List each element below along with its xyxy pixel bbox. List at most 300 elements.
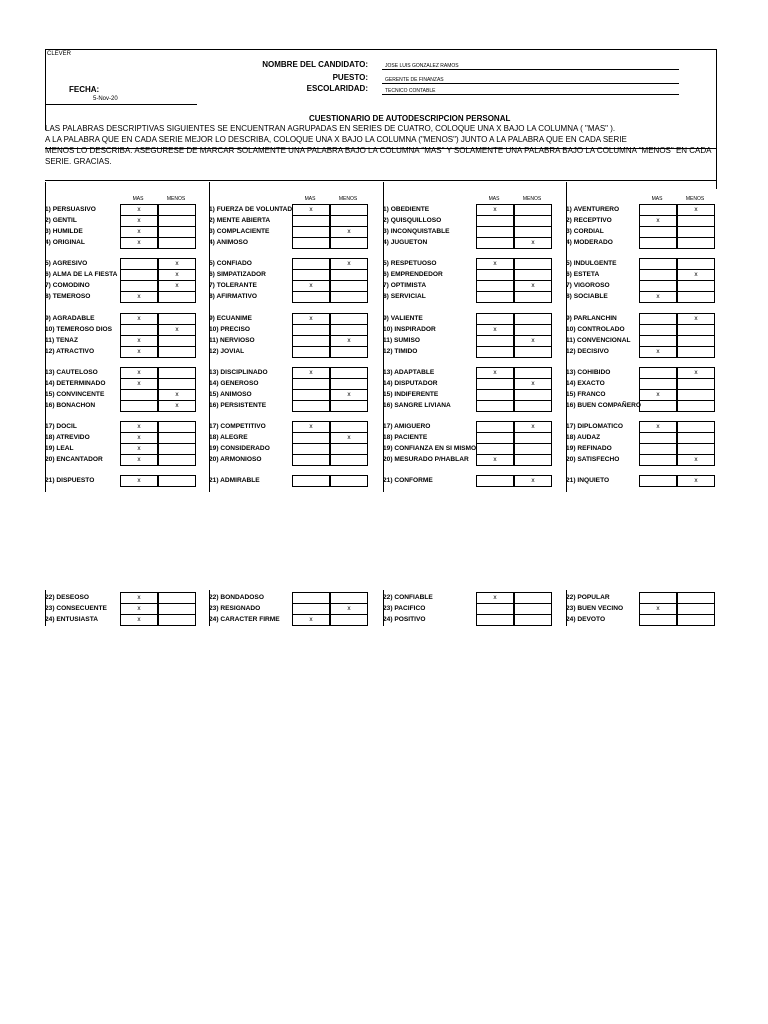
- menos-cell[interactable]: [158, 454, 196, 466]
- word-label: 8) AFIRMATIVO: [209, 293, 257, 300]
- mas-cell[interactable]: [292, 475, 330, 487]
- word-label: 3) INCONQUISTABLE: [383, 228, 450, 235]
- word-row: [566, 454, 717, 465]
- word-label: 16) SANGRE LIVIANA: [383, 402, 451, 409]
- word-label: 15) INDIFERENTE: [383, 391, 439, 398]
- word-label: 15) ANIMOSO: [209, 391, 252, 398]
- word-label: 3) COMPLACIENTE: [209, 228, 270, 235]
- word-label: 21) INQUIETO: [566, 477, 610, 484]
- word-row: [566, 592, 717, 603]
- menos-cell[interactable]: [158, 291, 196, 303]
- instructions: [45, 124, 725, 168]
- word-label: 20) ARMONIOSO: [209, 456, 262, 463]
- word-row: [45, 324, 198, 335]
- menos-cell[interactable]: [330, 346, 368, 358]
- word-label: 11) TENAZ: [45, 337, 78, 344]
- word-label: 9) ECUANIME: [209, 315, 252, 322]
- word-label: 4) ANIMOSO: [209, 239, 248, 246]
- word-row: [566, 313, 717, 324]
- menos-cell[interactable]: x: [514, 378, 552, 390]
- word-row: [209, 389, 370, 400]
- word-row: [209, 258, 370, 269]
- menos-cell[interactable]: x: [514, 335, 552, 347]
- mas-cell[interactable]: [292, 454, 330, 466]
- word-row: [383, 367, 554, 378]
- word-label: 13) CAUTELOSO: [45, 369, 98, 376]
- word-label: 21) ADMIRABLE: [209, 477, 260, 484]
- word-row: [566, 269, 717, 280]
- word-row: [383, 592, 554, 603]
- mas-cell[interactable]: x: [120, 614, 158, 626]
- mas-cell[interactable]: x: [639, 215, 677, 227]
- word-row: [45, 313, 198, 324]
- menos-column-header: MENOS: [522, 196, 542, 202]
- word-label: 6) EMPRENDEDOR: [383, 271, 443, 278]
- word-label: 2) QUISQUILLOSO: [383, 217, 442, 224]
- word-row: [45, 378, 198, 389]
- mas-cell[interactable]: x: [292, 367, 330, 379]
- word-label: 24) DEVOTO: [566, 616, 606, 623]
- mas-cell[interactable]: [639, 614, 677, 626]
- menos-cell[interactable]: [514, 400, 552, 412]
- menos-cell[interactable]: x: [677, 367, 715, 379]
- word-row: [209, 367, 370, 378]
- mas-cell[interactable]: x: [120, 454, 158, 466]
- word-label: 1) FUERZA DE VOLUNTAD: [209, 206, 293, 213]
- menos-cell[interactable]: x: [677, 269, 715, 281]
- menos-cell[interactable]: [158, 346, 196, 358]
- mas-cell[interactable]: x: [120, 215, 158, 227]
- word-label: 5) CONFIADO: [209, 260, 252, 267]
- word-row: [566, 614, 717, 625]
- menos-cell[interactable]: [158, 237, 196, 249]
- mas-cell[interactable]: x: [120, 291, 158, 303]
- menos-cell[interactable]: [330, 400, 368, 412]
- word-row: [45, 475, 198, 486]
- menos-cell[interactable]: x: [677, 313, 715, 325]
- word-row: [566, 389, 717, 400]
- word-label: 11) SUMISO: [383, 337, 421, 344]
- questionnaire-title: CUESTIONARIO DE AUTODESCRIPCION PERSONAL: [309, 114, 511, 123]
- word-row: [45, 291, 198, 302]
- word-row: [209, 432, 370, 443]
- word-label: 13) COHIBIDO: [566, 369, 611, 376]
- menos-cell[interactable]: [330, 291, 368, 303]
- word-label: 15) FRANCO: [566, 391, 606, 398]
- menos-cell[interactable]: [514, 614, 552, 626]
- word-label: 20) ENCANTADOR: [45, 456, 103, 463]
- word-label: 8) TEMEROSO: [45, 293, 91, 300]
- word-label: 9) PARLANCHIN: [566, 315, 617, 322]
- instruction-line: A LA PALABRA QUE EN CADA SERIE MEJOR LO DESCRIBA, COLOQUE UNA X BAJO LA COLUMNA ("MENOS") JUNTO A LA PALABRA QUE EN CADA SERIE: [45, 135, 627, 144]
- word-label: 17) DOCIL: [45, 423, 77, 430]
- word-label: 2) RECEPTIVO: [566, 217, 612, 224]
- menos-cell[interactable]: x: [158, 280, 196, 292]
- menos-cell[interactable]: x: [158, 324, 196, 336]
- menos-column-header: MENOS: [166, 196, 186, 202]
- word-row: [45, 432, 198, 443]
- word-label: 7) COMODINO: [45, 282, 90, 289]
- word-row: [566, 258, 717, 269]
- word-row: [383, 400, 554, 411]
- word-row: [566, 475, 717, 486]
- word-row: [566, 280, 717, 291]
- word-label: 17) COMPETITIVO: [209, 423, 266, 430]
- word-row: [209, 443, 370, 454]
- word-row: [383, 215, 554, 226]
- menos-cell[interactable]: [330, 237, 368, 249]
- word-row: [383, 475, 554, 486]
- word-row: [209, 421, 370, 432]
- word-label: 23) BUEN VECINO: [566, 605, 624, 612]
- position-label: PUESTO:: [332, 73, 368, 82]
- word-label: 20) SATISFECHO: [566, 456, 620, 463]
- menos-cell[interactable]: x: [330, 389, 368, 401]
- word-label: 18) PACIENTE: [383, 434, 428, 441]
- word-label: 2) MENTE ABIERTA: [209, 217, 271, 224]
- mas-cell[interactable]: x: [639, 346, 677, 358]
- word-row: [45, 454, 198, 465]
- mas-cell[interactable]: [292, 346, 330, 358]
- menos-cell[interactable]: x: [677, 475, 715, 487]
- menos-cell[interactable]: x: [330, 603, 368, 615]
- word-row: [566, 400, 717, 411]
- mas-cell[interactable]: x: [120, 335, 158, 347]
- menos-column-header: MENOS: [338, 196, 358, 202]
- word-row: [209, 324, 370, 335]
- word-row: [45, 258, 198, 269]
- word-label: 14) DETERMINADO: [45, 380, 106, 387]
- word-label: 7) OPTIMISTA: [383, 282, 427, 289]
- word-label: 17) DIPLOMATICO: [566, 423, 624, 430]
- word-row: [383, 258, 554, 269]
- word-row: [209, 269, 370, 280]
- candidate-label: NOMBRE DEL CANDIDATO:: [262, 60, 368, 69]
- word-label: 12) ATRACTIVO: [45, 348, 95, 355]
- word-row: [45, 614, 198, 625]
- menos-cell[interactable]: [158, 475, 196, 487]
- word-row: [45, 603, 198, 614]
- menos-cell[interactable]: [677, 237, 715, 249]
- word-label: 9) AGRADABLE: [45, 315, 95, 322]
- mas-cell[interactable]: x: [120, 226, 158, 238]
- word-row: [383, 237, 554, 248]
- word-label: 19) LEAL: [45, 445, 74, 452]
- word-label: 3) HUMILDE: [45, 228, 83, 235]
- menos-cell[interactable]: x: [330, 335, 368, 347]
- word-row: [209, 291, 370, 302]
- word-row: [45, 280, 198, 291]
- word-label: 5) RESPETUOSO: [383, 260, 437, 267]
- menos-cell[interactable]: [514, 454, 552, 466]
- mas-cell[interactable]: x: [120, 475, 158, 487]
- word-label: 20) MESURADO P/HABLAR: [383, 456, 469, 463]
- word-label: 12) DECISIVO: [566, 348, 609, 355]
- word-label: 16) PERSISTENTE: [209, 402, 267, 409]
- word-label: 19) CONFIANZA EN SI MISMO: [383, 445, 477, 452]
- candidate-value[interactable]: JOSE LUIS GONZALEZ RAMOS: [385, 63, 459, 69]
- mas-column-header: MAS: [488, 196, 500, 202]
- word-label: 7) VIGOROSO: [566, 282, 610, 289]
- mas-cell[interactable]: x: [639, 291, 677, 303]
- menos-cell[interactable]: [330, 454, 368, 466]
- word-label: 4) MODERADO: [566, 239, 613, 246]
- menos-cell[interactable]: x: [330, 226, 368, 238]
- menos-cell[interactable]: x: [514, 421, 552, 433]
- menos-cell[interactable]: [677, 400, 715, 412]
- word-label: 6) SIMPATIZADOR: [209, 271, 266, 278]
- mas-cell[interactable]: [476, 291, 514, 303]
- word-label: 15) CONVINCENTE: [45, 391, 105, 398]
- word-label: 22) DESEOSO: [45, 594, 89, 601]
- word-label: 7) TOLERANTE: [209, 282, 257, 289]
- date-label: FECHA:: [69, 85, 100, 94]
- mas-cell[interactable]: [476, 237, 514, 249]
- menos-cell[interactable]: [158, 614, 196, 626]
- corner-label: CLEVER: [47, 51, 72, 57]
- word-row: [383, 432, 554, 443]
- word-label: 5) INDULGENTE: [566, 260, 617, 267]
- word-row: [209, 614, 370, 625]
- mas-cell[interactable]: x: [292, 614, 330, 626]
- word-row: [383, 280, 554, 291]
- menos-cell[interactable]: [330, 614, 368, 626]
- mas-cell[interactable]: x: [120, 432, 158, 444]
- word-label: 18) AUDAZ: [566, 434, 601, 441]
- mas-cell[interactable]: [476, 614, 514, 626]
- mas-cell[interactable]: x: [476, 258, 514, 270]
- word-label: 8) SOCIABLE: [566, 293, 608, 300]
- mas-cell[interactable]: x: [639, 603, 677, 615]
- mas-cell[interactable]: [476, 346, 514, 358]
- word-label: 12) JOVIAL: [209, 348, 245, 355]
- word-row: [45, 421, 198, 432]
- word-label: 24) POSITIVO: [383, 616, 426, 623]
- mas-cell[interactable]: [292, 291, 330, 303]
- word-row: [566, 346, 717, 357]
- word-label: 9) VALIENTE: [383, 315, 423, 322]
- word-row: [566, 324, 717, 335]
- menos-cell[interactable]: x: [158, 400, 196, 412]
- mas-cell[interactable]: x: [639, 421, 677, 433]
- word-label: 10) PRECISO: [209, 326, 251, 333]
- menos-column-header: MENOS: [685, 196, 705, 202]
- word-label: 13) DISCIPLINADO: [209, 369, 268, 376]
- mas-cell[interactable]: [120, 400, 158, 412]
- word-label: 16) BUEN COMPAÑERO: [566, 402, 641, 409]
- menos-cell[interactable]: x: [330, 258, 368, 270]
- word-row: [45, 335, 198, 346]
- word-row: [209, 592, 370, 603]
- word-row: [45, 269, 198, 280]
- word-row: [45, 592, 198, 603]
- word-label: 12) TIMIDO: [383, 348, 418, 355]
- word-label: 23) RESIGNADO: [209, 605, 261, 612]
- menos-cell[interactable]: x: [677, 204, 715, 216]
- word-row: [209, 237, 370, 248]
- word-row: [45, 215, 198, 226]
- word-row: [383, 313, 554, 324]
- mas-cell[interactable]: [639, 237, 677, 249]
- mas-cell[interactable]: x: [120, 421, 158, 433]
- mas-cell[interactable]: [476, 400, 514, 412]
- mas-cell[interactable]: x: [120, 346, 158, 358]
- instruction-line: SERIE. GRACIAS.: [45, 157, 112, 166]
- menos-cell[interactable]: [677, 614, 715, 626]
- word-row: [383, 335, 554, 346]
- mas-cell[interactable]: x: [120, 313, 158, 325]
- word-row: [566, 204, 717, 215]
- mas-column-header: MAS: [651, 196, 663, 202]
- word-row: [566, 367, 717, 378]
- word-row: [383, 204, 554, 215]
- mas-cell[interactable]: x: [120, 443, 158, 455]
- menos-cell[interactable]: [677, 346, 715, 358]
- mas-cell[interactable]: x: [120, 592, 158, 604]
- mas-cell[interactable]: x: [292, 280, 330, 292]
- menos-cell[interactable]: [677, 291, 715, 303]
- mas-cell[interactable]: x: [476, 454, 514, 466]
- position-value[interactable]: GERENTE DE FINANZAS: [385, 77, 444, 83]
- word-row: [566, 215, 717, 226]
- word-row: [45, 389, 198, 400]
- word-label: 6) ESTETA: [566, 271, 600, 278]
- word-row: [209, 215, 370, 226]
- word-row: [383, 378, 554, 389]
- mas-cell[interactable]: x: [292, 313, 330, 325]
- word-label: 21) CONFORME: [383, 477, 433, 484]
- word-label: 5) AGRESIVO: [45, 260, 88, 267]
- menos-cell[interactable]: [330, 475, 368, 487]
- mas-cell[interactable]: x: [120, 378, 158, 390]
- word-label: 18) ALEGRE: [209, 434, 248, 441]
- menos-cell[interactable]: x: [158, 269, 196, 281]
- word-label: 24) ENTUSIASTA: [45, 616, 99, 623]
- mas-cell[interactable]: x: [120, 204, 158, 216]
- date-value[interactable]: 5-Nov-20: [93, 96, 118, 102]
- word-label: 3) CORDIAL: [566, 228, 604, 235]
- menos-cell[interactable]: x: [158, 258, 196, 270]
- word-row: [209, 313, 370, 324]
- word-row: [566, 603, 717, 614]
- word-label: 23) PACIFICO: [383, 605, 426, 612]
- word-label: 10) TEMEROSO DIOS: [45, 326, 113, 333]
- mas-column-header: MAS: [304, 196, 316, 202]
- mas-cell[interactable]: [639, 400, 677, 412]
- education-value[interactable]: TECNICO CONTABLE: [385, 88, 436, 94]
- mas-column-header: MAS: [132, 196, 144, 202]
- word-label: 14) EXACTO: [566, 380, 605, 387]
- word-label: 24) CARACTER FIRME: [209, 616, 280, 623]
- mas-cell[interactable]: [476, 475, 514, 487]
- word-label: 11) NERVIOSO: [209, 337, 255, 344]
- mas-cell[interactable]: x: [292, 204, 330, 216]
- word-row: [45, 226, 198, 237]
- word-row: [383, 603, 554, 614]
- word-row: [566, 335, 717, 346]
- menos-cell[interactable]: x: [677, 454, 715, 466]
- instruction-line: LAS PALABRAS DESCRIPTIVAS SIGUIENTES SE ENCUENTRAN AGRUPADAS EN SERIES DE CUATRO, COLOQUE UNA X BAJO LA COLUMNA ( "MAS" ).: [45, 124, 616, 133]
- menos-cell[interactable]: [514, 291, 552, 303]
- word-label: 4) ORIGINAL: [45, 239, 85, 246]
- menos-cell[interactable]: x: [330, 432, 368, 444]
- education-label: ESCOLARIDAD:: [306, 84, 368, 93]
- instruction-line: MENOS LO DESCRIBA. ASEGURESE DE MARCAR SOLAMENTE UNA PALABRA BAJO LA COLUMNA "MAS" Y SOLAMENTE UNA PALABRA BAJO LA COLUMNA "MENOS" EN CADA: [45, 146, 712, 155]
- word-label: 17) AMIGUERO: [383, 423, 431, 430]
- word-row: [383, 614, 554, 625]
- word-row: [566, 421, 717, 432]
- menos-cell[interactable]: [514, 346, 552, 358]
- mas-cell[interactable]: [292, 400, 330, 412]
- mas-cell[interactable]: x: [639, 389, 677, 401]
- word-row: [209, 204, 370, 215]
- word-row: [209, 475, 370, 486]
- menos-cell[interactable]: x: [514, 280, 552, 292]
- mas-cell[interactable]: x: [476, 204, 514, 216]
- word-row: [383, 324, 554, 335]
- word-row: [45, 400, 198, 411]
- mas-cell[interactable]: x: [120, 367, 158, 379]
- word-label: 2) GENTIL: [45, 217, 77, 224]
- word-row: [383, 291, 554, 302]
- mas-cell[interactable]: x: [476, 367, 514, 379]
- mas-cell[interactable]: x: [120, 237, 158, 249]
- word-row: [566, 291, 717, 302]
- word-label: 22) CONFIABLE: [383, 594, 433, 601]
- word-row: [209, 454, 370, 465]
- word-row: [566, 378, 717, 389]
- mas-cell[interactable]: x: [476, 592, 514, 604]
- word-label: 4) JUGUETON: [383, 239, 428, 246]
- word-label: 1) AVENTURERO: [566, 206, 620, 213]
- menos-cell[interactable]: x: [514, 237, 552, 249]
- menos-cell[interactable]: x: [514, 475, 552, 487]
- word-label: 23) CONSECUENTE: [45, 605, 107, 612]
- word-label: 22) POPULAR: [566, 594, 610, 601]
- mas-cell[interactable]: x: [476, 324, 514, 336]
- mas-cell[interactable]: x: [120, 603, 158, 615]
- word-label: 14) GENEROSO: [209, 380, 259, 387]
- word-row: [45, 204, 198, 215]
- word-row: [209, 378, 370, 389]
- mas-cell[interactable]: [639, 454, 677, 466]
- word-label: 8) SERVICIAL: [383, 293, 426, 300]
- mas-cell[interactable]: [639, 475, 677, 487]
- word-row: [383, 389, 554, 400]
- word-row: [566, 432, 717, 443]
- menos-cell[interactable]: x: [158, 389, 196, 401]
- word-label: 22) BONDADOSO: [209, 594, 264, 601]
- word-label: 13) ADAPTABLE: [383, 369, 435, 376]
- mas-cell[interactable]: x: [292, 421, 330, 433]
- word-row: [566, 443, 717, 454]
- word-row: [45, 346, 198, 357]
- word-label: 10) CONTROLADO: [566, 326, 625, 333]
- word-label: 11) CONVENCIONAL: [566, 337, 631, 344]
- word-label: 10) INSPIRADOR: [383, 326, 436, 333]
- word-row: [45, 443, 198, 454]
- word-label: 6) ALMA DE LA FIESTA: [45, 271, 118, 278]
- word-label: 1) PERSUASIVO: [45, 206, 96, 213]
- word-label: 18) ATREVIDO: [45, 434, 90, 441]
- word-row: [209, 346, 370, 357]
- word-row: [45, 237, 198, 248]
- mas-cell[interactable]: [292, 237, 330, 249]
- word-row: [209, 400, 370, 411]
- word-row: [383, 226, 554, 237]
- word-row: [209, 280, 370, 291]
- word-row: [383, 269, 554, 280]
